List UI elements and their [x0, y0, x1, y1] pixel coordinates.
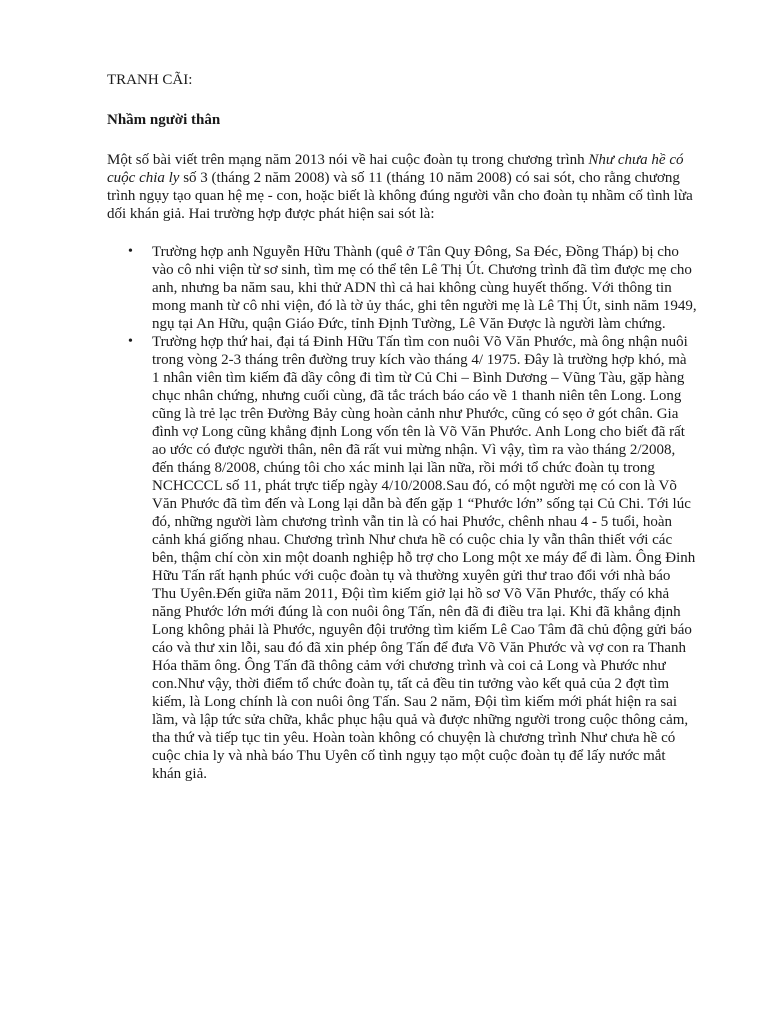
section-label: TRANH CÃI: [107, 72, 193, 88]
bullet-icon: • [128, 244, 133, 259]
bullet-icon: • [128, 334, 133, 349]
section-heading: Nhầm người thân [107, 112, 221, 128]
intro-paragraph [107, 151, 697, 223]
case-list [107, 243, 697, 783]
list-item [107, 333, 697, 783]
document-page [107, 71, 697, 783]
program-title: Như chưa hề có cuộc chia ly [107, 152, 684, 186]
list-item [107, 243, 697, 333]
list-item-text: Trường hợp anh Nguyễn Hữu Thành (quê ở Tân Quy Đông, Sa Đéc, Đồng Tháp) bị cho vào cô nhi viện từ sơ sinh, tìm mẹ có thể tên Lê Thị Út. Chương trình đã tìm được mẹ cho anh, nhưng ba năm sau, khi thử ADN thì cả hai không cùng huyết thống. Với thông tin mong manh từ cô nhi viện, đó là tờ ủy thác, ghi tên người mẹ là Lê Thị Út, sinh năm 1949, ngụ tại An Hữu, quận Giáo Đức, tỉnh Định Tường, Lê Văn Được là người làm chứng. [152, 244, 697, 332]
intro-text-part2: số 3 (tháng 2 năm 2008) và số 11 (tháng 10 năm 2008) có sai sót, cho rằng chương trình ngụy tạo quan hệ mẹ - con, hoặc biết là không đúng người vẫn cho đoàn tụ nhầm cố tình lừa dối khán giả. Hai trường hợp được phát hiện sai sót là: [107, 170, 693, 222]
list-item-text: Trường hợp thứ hai, đại tá Đinh Hữu Tấn tìm con nuôi Võ Văn Phước, mà ông nhận nuôi trong vòng 2-3 tháng trên đường truy kích vào tháng 4/ 1975. Đây là trường hợp khó, mà 1 nhân viên tìm kiếm đã dầy công đi tìm từ Củ Chi – Bình Dương – Vũng Tàu, gặp hàng chục nhân chứng, nhưng cuối cùng, đã tắc trách báo cáo về 1 thanh niên tên Long. Long cũng là trẻ lạc trên Đường Bảy cùng hoàn cảnh như Phước, cũng có sẹo ở gót chân. Gia đình vợ Long cũng khẳng định Long vốn tên là Võ Văn Phước. Anh Long cho biết đã rất ao ước có được người thân, nên đã rất vui mừng nhận. Vì vậy, tìm ra vào tháng 2/2008, đến tháng 8/2008, chúng tôi cho xác minh lại lần nữa, rồi mới tổ chức đoàn tụ trong NCHCCCL số 11, phát trực tiếp ngày 4/10/2008.Sau đó, có một người mẹ có con là Võ Văn Phước đã tìm đến và Long lại dẫn bà đến gặp 1 “Phước lớn” sống tại Củ Chi. Tới lúc đó, những người làm chương trình vẫn tin là có hai Phước, chênh nhau 4 - 5 tuổi, hoàn cảnh khá giống nhau. Chương trình Như chưa hề có cuộc chia ly vẫn thân thiết với các bên, thậm chí còn xin một doanh nghiệp hỗ trợ cho Long một xe máy để đi làm. Ông Đinh Hữu Tấn rất hạnh phúc với cuộc đoàn tụ và thường xuyên gửi thư trao đổi với nhà báo Thu Uyên.Đến giữa năm 2011, Đội tìm kiếm giở lại hồ sơ Võ Văn Phước, thấy có khả năng Phước lớn mới đúng là con nuôi ông Tấn, nên đã đi điều tra lại. Khi đã khẳng định Long không phải là Phước, nguyên đội trưởng tìm kiếm Lê Cao Tâm đã chủ động gửi báo cáo và thư xin lỗi, sau đó đã xin phép ông Tấn để đưa Võ Văn Phước và vợ con ra Thanh Hóa thăm ông. Ông Tấn đã thông cảm với chương trình và coi cả Long và Phước như con.Như vậy, thời điểm tổ chức đoàn tụ, tất cả đều tin tưởng vào kết quả của 2 đợt tìm kiếm, là Long chính là con nuôi ông Tấn. Sau 2 năm, Đội tìm kiếm mới phát hiện ra sai lầm, và lập tức sửa chữa, khắc phục hậu quả và được những người trong cuộc thông cảm, tha thứ và tiếp tục tin yêu. Hoàn toàn không có chuyện là chương trình Như chưa hề có cuộc chia ly và nhà báo Thu Uyên cố tình ngụy tạo một cuộc đoàn tụ để lấy nước mắt khán giả. [152, 334, 696, 782]
intro-text-part1: Một số bài viết trên mạng năm 2013 nói về hai cuộc đoàn tụ trong chương trình [107, 152, 589, 168]
